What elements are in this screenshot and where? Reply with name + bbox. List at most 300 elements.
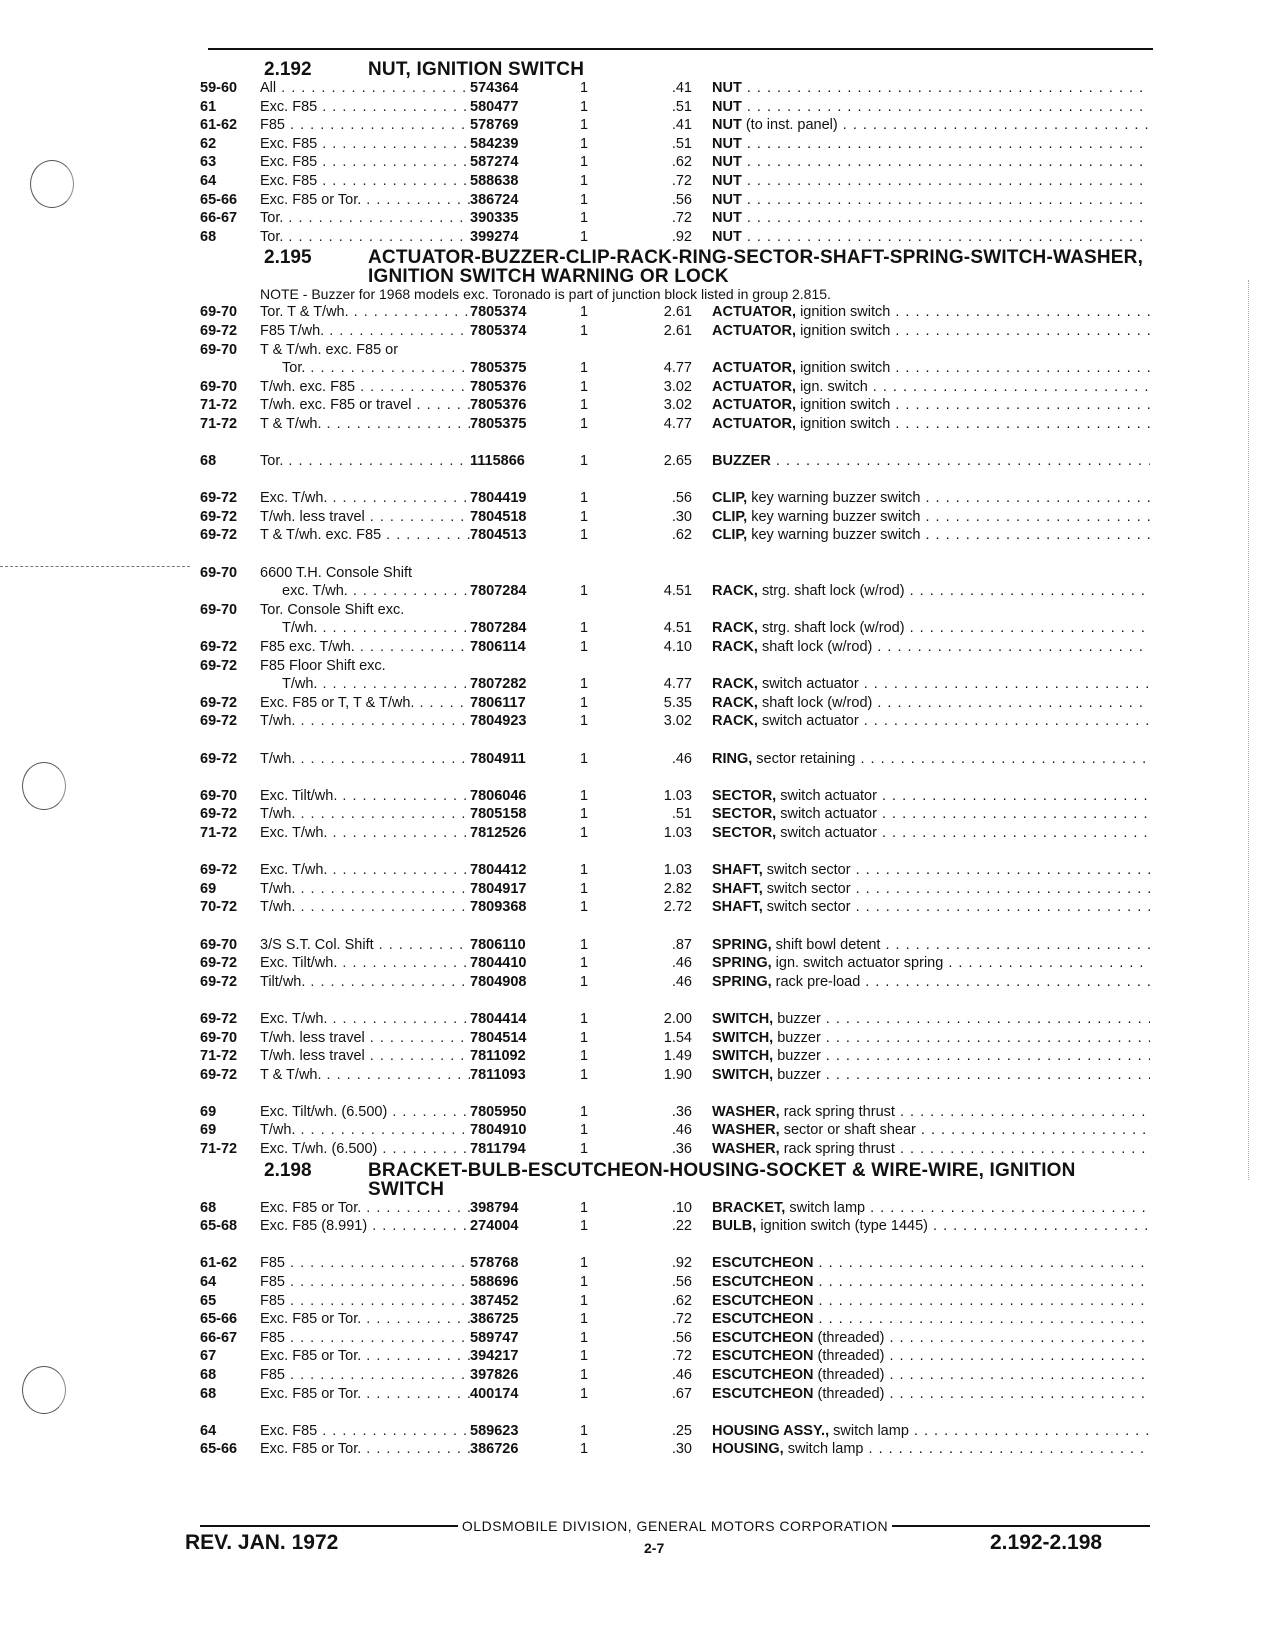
quantity: 1 — [580, 583, 589, 600]
application: Tor. T & T/wh. . . . — [260, 303, 470, 322]
model-years: 71-72 — [200, 1141, 238, 1158]
part-number: 387452 — [470, 1292, 519, 1309]
part-name: CLIP, — [712, 527, 748, 544]
application: F85 . . . — [260, 116, 470, 135]
part-number: 7804911 — [470, 750, 526, 767]
price: 2.61 — [663, 304, 692, 321]
quantity: 1 — [580, 1122, 589, 1139]
model-years: 69 — [200, 1103, 217, 1120]
part-detail: (threaded) — [813, 1348, 885, 1365]
quantity: 1 — [580, 620, 589, 637]
part-number: 7805375 — [470, 415, 527, 432]
quantity: 1 — [580, 1311, 589, 1328]
part-number: 589623 — [470, 1422, 519, 1439]
row-spacer — [200, 434, 1150, 453]
part-name: SECTOR, — [712, 806, 777, 823]
part-name: WASHER, — [712, 1103, 780, 1120]
part-row — [200, 116, 1150, 135]
part-number: 7804518 — [470, 508, 527, 525]
footer-rule — [892, 1525, 1150, 1527]
part-row — [200, 303, 1150, 322]
part-row — [200, 98, 1150, 117]
group-header — [200, 60, 1150, 79]
model-years: 69-70 — [200, 378, 238, 395]
price: .22 — [671, 1218, 692, 1235]
price: 4.51 — [663, 620, 692, 637]
model-years: 71-72 — [200, 824, 238, 841]
part-row — [200, 1121, 1150, 1140]
part-number: 7807284 — [470, 620, 527, 637]
price: .92 — [671, 1255, 692, 1272]
part-name: SWITCH, — [712, 1029, 774, 1046]
application: Tor. . . . — [260, 209, 470, 228]
application: F85 T/wh. . . . — [260, 322, 470, 341]
part-detail: ignition switch — [796, 397, 891, 414]
scan-artifact-line — [0, 566, 190, 567]
price: .46 — [671, 955, 692, 972]
part-name: RACK, — [712, 713, 758, 730]
part-description — [712, 694, 1150, 713]
application: F85 . . . — [260, 1273, 470, 1292]
model-years: 69-72 — [200, 750, 238, 767]
model-years: 59-60 — [200, 80, 238, 96]
part-name: NUT — [712, 117, 742, 134]
quantity: 1 — [580, 787, 589, 804]
price: 1.03 — [663, 824, 692, 841]
part-detail: sector or shaft shear — [779, 1122, 916, 1139]
model-years: 68 — [200, 1199, 217, 1216]
part-description — [712, 322, 1150, 341]
part-row — [200, 489, 1150, 508]
quantity: 1 — [580, 154, 589, 171]
part-name: SWITCH, — [712, 1048, 774, 1065]
price: 1.03 — [663, 862, 692, 879]
part-number: 7811092 — [470, 1048, 526, 1065]
part-name: SWITCH, — [712, 1066, 774, 1083]
part-description — [712, 396, 1150, 415]
part-description — [712, 1010, 1150, 1029]
part-row — [200, 1292, 1150, 1311]
footer-rule — [200, 1525, 458, 1527]
part-name: BULB, — [712, 1218, 757, 1235]
part-number: 7805158 — [470, 806, 527, 823]
model-years: 69-72 — [200, 973, 238, 990]
part-row — [200, 638, 1150, 657]
price: .56 — [671, 191, 692, 208]
part-number: 400174 — [470, 1385, 519, 1402]
part-number: 398794 — [470, 1199, 519, 1216]
part-detail: buzzer — [773, 1066, 821, 1083]
part-number: 7804419 — [470, 490, 527, 507]
part-row — [200, 1422, 1150, 1441]
price: 2.82 — [663, 880, 692, 897]
part-row — [200, 452, 1150, 471]
price: 2.61 — [663, 322, 692, 339]
part-name: ESCUTCHEON — [712, 1348, 814, 1365]
part-row — [200, 1310, 1150, 1329]
quantity: 1 — [580, 676, 589, 693]
part-number: 578769 — [470, 117, 519, 134]
part-description — [712, 191, 1150, 210]
price: .72 — [671, 1311, 692, 1328]
part-name: ACTUATOR, — [712, 397, 797, 414]
quantity: 1 — [580, 1141, 589, 1158]
part-number: 7805375 — [470, 360, 527, 377]
quantity: 1 — [580, 527, 589, 544]
part-description — [712, 1066, 1150, 1085]
model-years: 71-72 — [200, 1048, 238, 1065]
part-name: ACTUATOR, — [712, 322, 797, 339]
part-name: ACTUATOR, — [712, 378, 797, 395]
part-detail: shaft lock (w/rod) — [757, 639, 873, 656]
parts-group — [200, 1161, 1150, 1459]
part-row — [200, 861, 1150, 880]
application: Exc. T/wh. . . . — [260, 824, 470, 843]
part-row — [200, 787, 1150, 806]
row-spacer — [200, 1236, 1150, 1255]
part-row — [200, 1217, 1150, 1236]
application: Exc. F85 (8.991) . . . — [260, 1217, 470, 1236]
model-years: 68 — [200, 453, 217, 470]
part-name: RACK, — [712, 694, 758, 711]
application: Exc. F85 . . . — [260, 135, 470, 154]
model-years: 64 — [200, 172, 217, 189]
part-description — [712, 712, 1150, 731]
part-description — [712, 116, 1150, 135]
part-name: NUT — [712, 191, 742, 208]
part-name: WASHER, — [712, 1141, 780, 1158]
part-detail: switch sector — [762, 880, 851, 897]
part-detail: ign. switch — [796, 378, 868, 395]
part-number: 7804917 — [470, 880, 527, 897]
application: Exc. T/wh. (6.500) . . . — [260, 1140, 470, 1159]
part-description — [712, 750, 1150, 769]
part-name: NUT — [712, 228, 742, 245]
part-row — [200, 1347, 1150, 1366]
part-description — [712, 1440, 1150, 1459]
part-number: 7805950 — [470, 1103, 527, 1120]
model-years: 69 — [200, 1122, 217, 1139]
part-description — [712, 954, 1150, 973]
quantity: 1 — [580, 1292, 589, 1309]
part-name: SPRING, — [712, 955, 772, 972]
model-years: 69-72 — [200, 322, 238, 339]
part-row — [200, 1254, 1150, 1273]
model-years: 71-72 — [200, 415, 238, 432]
part-description — [712, 1121, 1150, 1140]
quantity: 1 — [580, 1199, 589, 1216]
price: .46 — [671, 1367, 692, 1383]
price: 2.72 — [663, 899, 692, 916]
quantity: 1 — [580, 1048, 589, 1065]
part-row — [200, 172, 1150, 191]
model-years: 69-72 — [200, 490, 238, 507]
part-row — [200, 936, 1150, 955]
part-row — [200, 694, 1150, 713]
part-description — [712, 898, 1150, 917]
application: Exc. F85 or Tor. . . . — [260, 1385, 470, 1404]
part-detail: key warning buzzer switch — [747, 490, 921, 507]
part-name: NUT — [712, 172, 742, 189]
part-row — [200, 750, 1150, 769]
part-row — [200, 619, 1150, 638]
model-years: 69-70 — [200, 936, 238, 953]
model-years: 61-62 — [200, 1255, 238, 1272]
model-years: 61 — [200, 98, 217, 115]
price: 3.02 — [663, 397, 692, 414]
part-description — [712, 582, 1150, 601]
price: .46 — [671, 750, 692, 767]
part-description — [712, 1422, 1150, 1441]
quantity: 1 — [580, 98, 589, 115]
part-detail: switch sector — [762, 899, 851, 916]
part-description — [712, 787, 1150, 806]
part-row — [200, 359, 1150, 378]
quantity: 1 — [580, 694, 589, 711]
model-years: 61-62 — [200, 117, 238, 134]
part-row — [200, 135, 1150, 154]
quantity: 1 — [580, 117, 589, 134]
punch-hole — [22, 1366, 66, 1414]
application: Exc. F85 . . . — [260, 98, 470, 117]
part-row — [200, 1103, 1150, 1122]
part-name: ESCUTCHEON — [712, 1311, 814, 1328]
part-name: RACK, — [712, 583, 758, 600]
part-description — [712, 861, 1150, 880]
application: T & T/wh. . . . — [260, 415, 470, 434]
row-spacer — [200, 545, 1150, 564]
page-number: 2-7 — [644, 1540, 665, 1556]
part-description — [712, 824, 1150, 843]
part-row — [200, 508, 1150, 527]
price: 2.65 — [663, 453, 692, 470]
part-description — [712, 415, 1150, 434]
quantity: 1 — [580, 862, 589, 879]
part-row — [200, 1199, 1150, 1218]
price: 4.10 — [663, 639, 692, 656]
model-years: 66-67 — [200, 210, 238, 227]
part-row — [200, 973, 1150, 992]
part-name: ESCUTCHEON — [712, 1385, 814, 1402]
part-description — [712, 1347, 1150, 1366]
part-row — [200, 1066, 1150, 1085]
model-years: 65-66 — [200, 1311, 238, 1328]
part-detail: switch sector — [762, 862, 851, 879]
application: Tor. . . . — [260, 228, 470, 247]
part-row — [200, 657, 1150, 676]
part-name: BRACKET, — [712, 1199, 786, 1216]
parts-listing — [200, 58, 1150, 1459]
group-title: ACTUATOR-BUZZER-CLIP-RACK-RING-SECTOR-SHAFT-SPRING-SWITCH-WASHER, IGNITION SWITCH WARNING OR LOCK — [368, 247, 1144, 288]
part-detail: (threaded) — [813, 1385, 885, 1402]
part-description — [712, 526, 1150, 545]
part-description — [712, 936, 1150, 955]
part-number: 7804410 — [470, 955, 527, 972]
price: .10 — [671, 1199, 692, 1216]
group-number: 2.198 — [264, 1159, 312, 1181]
quantity: 1 — [580, 360, 589, 377]
price: 4.51 — [663, 583, 692, 600]
part-name: ACTUATOR, — [712, 415, 797, 432]
model-years: 65-66 — [200, 1441, 238, 1458]
quantity: 1 — [580, 1385, 589, 1402]
part-detail: ignition switch — [796, 360, 891, 377]
part-name: NUT — [712, 210, 742, 227]
part-description — [712, 359, 1150, 378]
quantity: 1 — [580, 228, 589, 245]
price: .36 — [671, 1141, 692, 1158]
model-years: 69-72 — [200, 806, 238, 823]
part-name: NUT — [712, 80, 742, 96]
part-description — [712, 973, 1150, 992]
part-detail: switch lamp — [829, 1422, 909, 1439]
part-description — [712, 378, 1150, 397]
part-name: NUT — [712, 154, 742, 171]
model-years: 69-72 — [200, 527, 238, 544]
price: .51 — [671, 135, 692, 152]
price: .67 — [671, 1385, 692, 1402]
price: 4.77 — [663, 360, 692, 377]
row-spacer — [200, 1403, 1150, 1422]
group-note: NOTE - Buzzer for 1968 models exc. Toronado is part of junction block listed in group 2.815. — [260, 286, 831, 303]
row-spacer — [200, 1084, 1150, 1103]
quantity: 1 — [580, 1274, 589, 1291]
application: F85 . . . — [260, 1329, 470, 1348]
part-detail: rack spring thrust — [779, 1141, 895, 1158]
part-number: 386726 — [470, 1441, 519, 1458]
model-years: 69-72 — [200, 713, 238, 730]
price: .51 — [671, 806, 692, 823]
part-description — [712, 209, 1150, 228]
part-name: HOUSING, — [712, 1441, 784, 1458]
part-description — [712, 1103, 1150, 1122]
model-years: 64 — [200, 1422, 217, 1439]
price: .56 — [671, 490, 692, 507]
part-number: 7806117 — [470, 694, 526, 711]
model-years: 67 — [200, 1348, 217, 1365]
quantity: 1 — [580, 1255, 589, 1272]
part-row — [200, 341, 1150, 360]
part-row — [200, 1010, 1150, 1029]
part-name: RACK, — [712, 639, 758, 656]
part-description — [712, 1310, 1150, 1329]
application: Exc. F85 . . . — [260, 153, 470, 172]
part-detail: (threaded) — [813, 1367, 885, 1383]
application: T/wh. . . . — [260, 675, 470, 694]
part-detail: strg. shaft lock (w/rod) — [757, 583, 905, 600]
part-name: ESCUTCHEON — [712, 1274, 814, 1291]
part-number: 7804414 — [470, 1010, 527, 1027]
quantity: 1 — [580, 172, 589, 189]
part-row — [200, 954, 1150, 973]
price: 4.77 — [663, 415, 692, 432]
quantity: 1 — [580, 1348, 589, 1365]
model-years: 69-70 — [200, 787, 238, 804]
row-spacer — [200, 917, 1150, 936]
part-detail: rack pre-load — [771, 973, 861, 990]
group-number: 2.195 — [264, 247, 312, 269]
application: T/wh. less travel . . . — [260, 1029, 470, 1048]
application: T/wh. . . . — [260, 805, 470, 824]
quantity: 1 — [580, 322, 589, 339]
quantity: 1 — [580, 955, 589, 972]
part-name: SWITCH, — [712, 1010, 774, 1027]
part-name: ACTUATOR, — [712, 360, 797, 377]
part-description — [712, 1385, 1150, 1404]
part-number: 7805374 — [470, 322, 527, 339]
model-years: 69-72 — [200, 657, 238, 674]
application: Exc. F85 or Tor. . . . — [260, 1440, 470, 1459]
quantity: 1 — [580, 899, 589, 916]
part-row — [200, 1329, 1150, 1348]
application: T/wh. . . . — [260, 712, 470, 731]
part-name: NUT — [712, 135, 742, 152]
part-detail: (to inst. panel) — [741, 117, 838, 134]
part-row — [200, 1385, 1150, 1404]
part-name: ESCUTCHEON — [712, 1367, 814, 1383]
application: T/wh. . . . — [260, 1121, 470, 1140]
quantity: 1 — [580, 973, 589, 990]
model-years: 63 — [200, 154, 217, 171]
quantity: 1 — [580, 713, 589, 730]
part-number: 7806110 — [470, 936, 526, 953]
price: .41 — [671, 117, 692, 134]
part-row — [200, 675, 1150, 694]
part-row — [200, 898, 1150, 917]
part-name: SPRING, — [712, 936, 772, 953]
group-title: NUT, IGNITION SWITCH — [368, 59, 585, 80]
part-number: 390335 — [470, 210, 519, 227]
part-number: 394217 — [470, 1348, 519, 1365]
revision-date: REV. JAN. 1972 — [185, 1531, 339, 1554]
part-row — [200, 415, 1150, 434]
part-description — [712, 135, 1150, 154]
part-row — [200, 564, 1150, 583]
part-name: HOUSING ASSY., — [712, 1422, 830, 1439]
part-detail: switch lamp — [785, 1199, 866, 1216]
price: 1.03 — [663, 787, 692, 804]
footer-corporation: OLDSMOBILE DIVISION, GENERAL MOTORS CORPORATION — [461, 1518, 889, 1534]
part-detail: sector retaining — [752, 750, 856, 767]
application: T/wh. . . . — [260, 750, 470, 769]
part-description — [712, 172, 1150, 191]
model-years: 65-66 — [200, 191, 238, 208]
price: 2.00 — [663, 1010, 692, 1027]
application: F85 exc. T/wh. . . . — [260, 638, 470, 657]
application: exc. T/wh. . . . — [260, 582, 470, 601]
part-detail: switch actuator — [776, 787, 877, 804]
group-title: BRACKET-BULB-ESCUTCHEON-HOUSING-SOCKET & WIRE-WIRE, IGNITION SWITCH — [368, 1159, 1076, 1200]
application: Exc. F85 . . . — [260, 1422, 470, 1441]
application: T/wh. less travel . . . — [260, 1047, 470, 1066]
part-detail: ignition switch — [796, 304, 891, 321]
part-row — [200, 396, 1150, 415]
quantity: 1 — [580, 80, 589, 96]
part-detail: switch actuator — [757, 676, 859, 693]
part-description — [712, 303, 1150, 322]
group-header — [200, 1161, 1150, 1199]
model-years: 69-72 — [200, 1010, 238, 1027]
application: Tor. . . . — [260, 359, 470, 378]
price: .41 — [671, 80, 692, 96]
price: 3.02 — [663, 378, 692, 395]
parts-group — [200, 248, 1150, 1158]
row-spacer — [200, 471, 1150, 490]
price: .87 — [671, 936, 692, 953]
margin-scan-marks — [1248, 280, 1249, 1180]
application: Exc. Tilt/wh. (6.500) . . . — [260, 1103, 470, 1122]
quantity: 1 — [580, 750, 589, 767]
